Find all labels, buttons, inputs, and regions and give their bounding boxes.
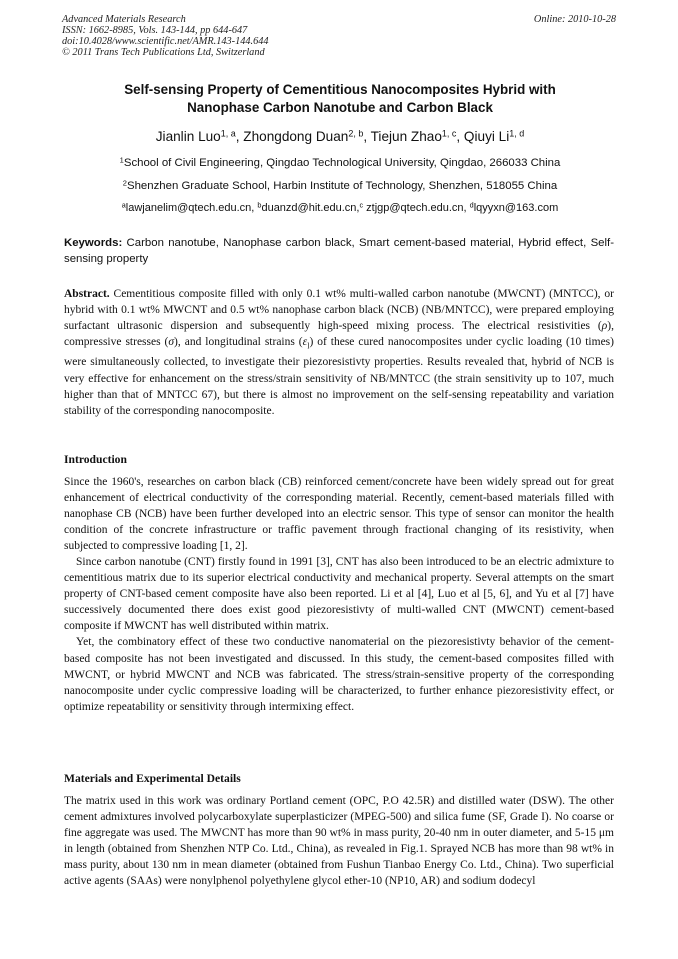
- email-a-sup: a: [121, 200, 126, 210]
- email-c-sup: c: [359, 200, 364, 210]
- abstract-text-2: ), compressive stresses (: [64, 320, 614, 349]
- author-2: , Zhongdong Duan: [235, 129, 349, 144]
- email-line: [62, 201, 618, 215]
- author-list: [62, 128, 618, 146]
- epsilon-symbol: ε: [302, 336, 308, 349]
- email-c: ztjgp@qtech.edu.cn,: [363, 202, 470, 214]
- paper-title: [62, 81, 618, 117]
- online-date: Online: 2010-10-28: [533, 14, 616, 25]
- journal-header: [62, 14, 618, 58]
- affiliation-1-sup: 1: [119, 155, 124, 165]
- introduction-body: [64, 474, 614, 715]
- materials-body: [64, 793, 614, 889]
- title-line-1: Self-sensing Property of Cementitious Nanocomposites Hybrid with: [124, 82, 556, 97]
- email-a: lawjanelim@qtech.edu.cn,: [125, 202, 258, 214]
- abstract-text-4: ) of these cured nanocomposites under cyclic loading (10 times) were simultaneously collected, to investigate their piezoresistivty properties. Results revealed that, hybrid of NCB is very effective for enhancement on the stress/strain sensitivity of NB/MNTCC (the strain sensitivity up to 107, much higher than that of MNTCC 67), but there is almost no improvement on the self-sensing repeatability and variation stability of the corresponding nanocomposite.: [64, 336, 614, 417]
- intro-paragraph-1: Since the 1960's, researches on carbon black (CB) reinforced cement/concrete have been widely spread out for great enhancement of electrical conductivity of the corresponding material. Recently, cement-based materials filled with nanophase CB (NCB) have been further developed into an electric sensor. This type of sensor can monitor the health condition of the concrete infrastructure or traffic pavement through fractional changing of its resistivity, when subjected to compressive loading [1, 2].: [64, 476, 614, 553]
- issn-line: ISSN: 1662-8985, Vols. 143-144, pp 644-647: [62, 25, 248, 36]
- introduction-heading: Introduction: [64, 453, 127, 466]
- author-4-sup: 1, d: [509, 128, 525, 139]
- author-3: , Tiejun Zhao: [363, 129, 442, 144]
- affiliation-2-sup: 2: [122, 178, 127, 188]
- author-4: , Qiuyi Li: [456, 129, 510, 144]
- keywords-text: Carbon nanotube, Nanophase carbon black, Smart cement-based material, Hybrid effect, Self-sensing property: [64, 237, 614, 265]
- affiliation-1: [62, 156, 618, 170]
- email-b-sup: b: [257, 200, 262, 210]
- intro-paragraph-2: Since carbon nanotube (CNT) firstly found in 1991 [3], CNT has also been introduced to be an electric admixture to cementitious matrix due to its superior electrical conductivity and mechanical property. Several attempts on the smart property of CNT-based cement composite have also been reported. Li et al [4], Luo et al [5, 6], and Yu et al [7] have successively documented there does exist good piezoresistivty of multi-walled CNT (MWCNT) cement-based composite if MWCNT has well distributed within matrix.: [64, 556, 614, 633]
- email-d: lqyyxn@163.com: [473, 202, 559, 214]
- abstract-block: [64, 286, 614, 419]
- author-3-sup: 1, c: [441, 128, 457, 139]
- affiliation-1-text: School of Civil Engineering, Qingdao Technological University, Qingdao, 266033 China: [123, 157, 561, 169]
- affiliation-2: [62, 179, 618, 193]
- epsilon-subscript: l: [307, 341, 310, 351]
- doi-line: doi:10.4028/www.scientific.net/AMR.143-144.644: [62, 36, 269, 47]
- keywords-block: [64, 235, 614, 267]
- intro-paragraph-3: Yet, the combinatory effect of these two conductive nanomaterial on the piezoresistivty behavior of the cement-based composite has not been investigated and discussed. In this study, the cement-based composites filled with MWCNT, or hybrid MWCNT and NCB was fabricated. The stress/strain-sensitive property of the corresponding nanocomposite under cyclic compressive loading will be characterized, to further enhance piezoresistivity effect, or optimize repeatability or sensitivity through intermixing effect.: [64, 636, 614, 713]
- affiliation-2-text: Shenzhen Graduate School, Harbin Institute of Technology, Shenzhen, 518055 China: [126, 180, 558, 192]
- materials-paragraph-1: The matrix used in this work was ordinary Portland cement (OPC, P.O 42.5R) and distilled water (DSW). The other cement admixtures involved polycarboxylate superplasticizer (MPEG-500) and silica fume (SF, Grade I). No coarse or fine aggregate was used. The MWCNT has more than 90 wt% in mass purity, 20-40 nm in outer diameter, and 5-15 μm in length (obtained from Shenzhen NTP Co. Ltd., China), as revealed in Fig.1. Sprayed NCB has more than 98 wt% in mass purity, about 130 nm in mean diameter (obtained from Fushun Tianbao Energy Co. Ltd., China). Two superficial active agents (SAAs) were nonylphenol polyethylene glycol ether-10 (NP10, AR) and sodium dodecyl: [64, 795, 614, 888]
- journal-name: Advanced Materials Research: [62, 14, 186, 25]
- author-1: Jianlin Luo: [155, 129, 221, 144]
- author-1-sup: 1, a: [220, 128, 236, 139]
- rho-symbol: ρ: [601, 320, 608, 333]
- email-b: duanzd@hit.edu.cn,: [261, 202, 360, 214]
- abstract-text-3: ), and longitudinal strains (: [174, 336, 303, 349]
- abstract-text-1: Cementitious composite filled with only 0.1 wt% multi-walled carbon nanotube (MWCNT) (MNTCC), or hybrid with 0.1 wt% MWCNT and 0.5 wt% nanophase carbon black (NCB) (NB/MNTCC), were prepared employing surfactant ultrasonic dispersion and subsequently high-speed mixing process. The electrical resistivities (: [64, 288, 614, 333]
- email-d-sup: d: [469, 200, 474, 210]
- author-2-sup: 2, b: [348, 128, 364, 139]
- keywords-label: Keywords:: [64, 237, 123, 249]
- materials-heading: Materials and Experimental Details: [64, 772, 241, 785]
- copyright-line: © 2011 Trans Tech Publications Ltd, Switzerland: [62, 47, 265, 58]
- title-line-2: Nanophase Carbon Nanotube and Carbon Black: [187, 100, 493, 115]
- abstract-label: Abstract.: [64, 288, 110, 300]
- sigma-symbol: σ: [168, 336, 175, 349]
